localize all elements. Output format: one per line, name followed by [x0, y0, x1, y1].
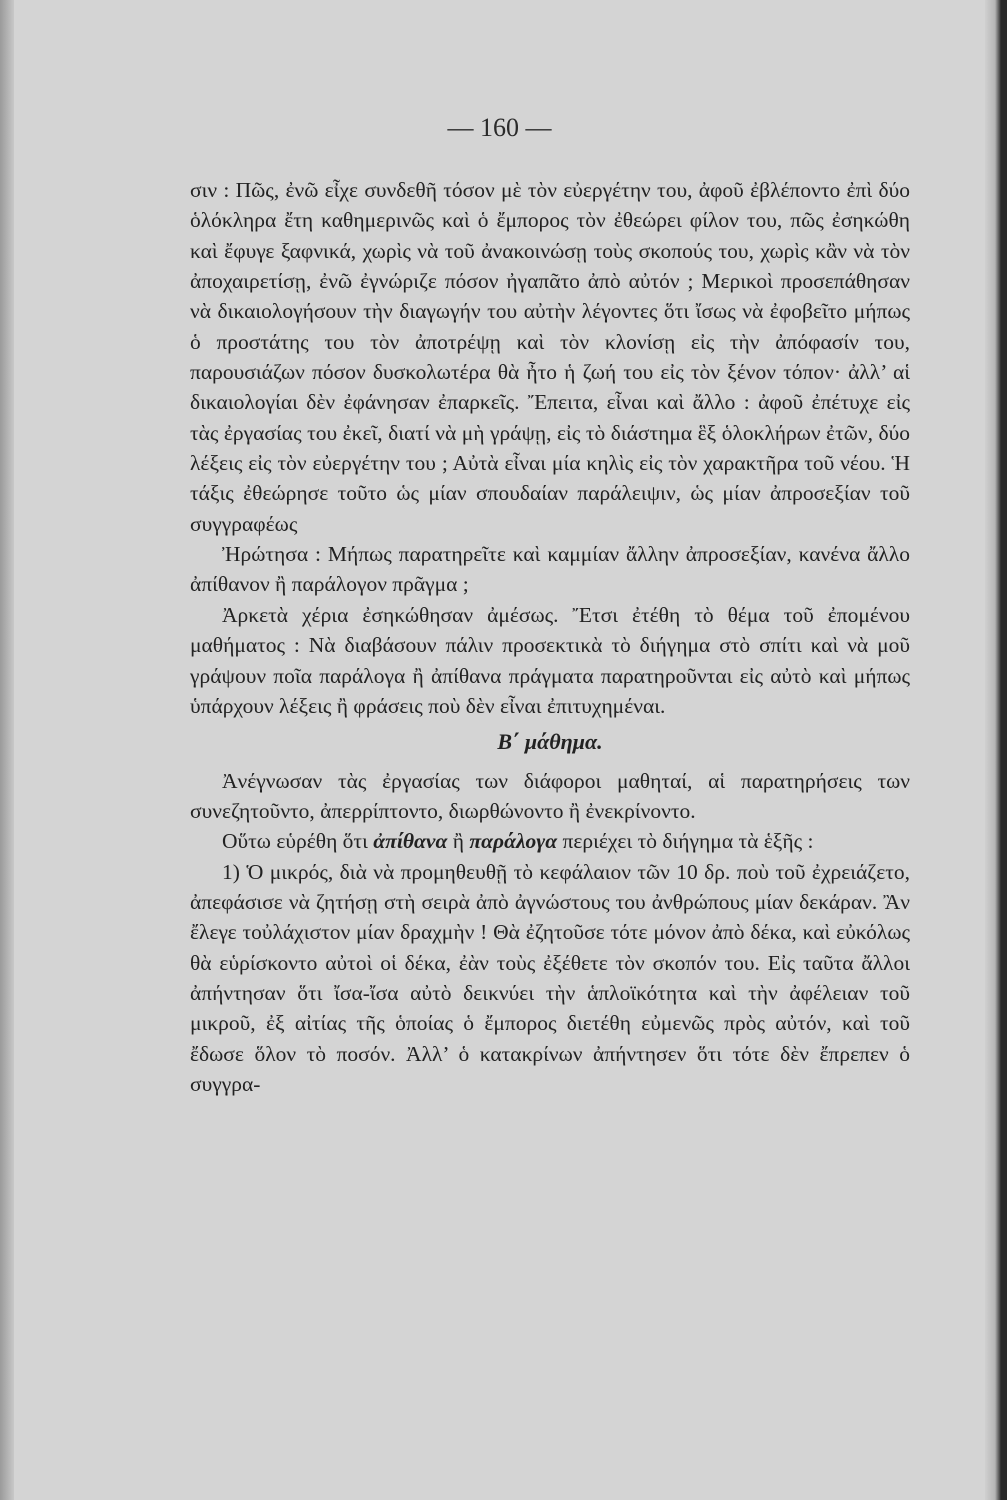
scan-shadow-left — [0, 0, 14, 1500]
page-body-text — [190, 175, 910, 1099]
paragraph-discussion: Ἀνέγνωσαν τὰς ἐργασίας των διάφοροι μαθηταί, αἱ παρατηρήσεις των συνεζητοῦντο, ἀπερρίπτοντο, διωρθώνοντο ἢ ἐνεκρίνοντο. — [190, 768, 910, 823]
emphasis-paraloga: παράλογα — [469, 829, 558, 854]
findings-intro-before: Οὕτω εὑρέθη ὅτι — [222, 829, 374, 854]
scan-shadow-right — [985, 0, 1007, 1500]
emphasis-apithana: ἀπίθανα — [373, 829, 448, 854]
paragraph-finding-1: 1) Ὁ μικρός, διὰ νὰ προμηθευθῇ τὸ κεφάλαιον τῶν 10 δρ. ποὺ τοῦ ἐχρειάζετο, ἀπεφάσισε νὰ ζητήσῃ στὴ σειρὰ ἀπὸ ἀγνώστους του ἀνθρώπους μίαν δεκάραν. Ἂν ἔλεγε τοὐλάχιστον μίαν δραχμὴν ! Θὰ ἐζητοῦσε τότε μόνον ἀπὸ δέκα, καὶ εὐκόλως θὰ εὑρίσκοντο αὐτοὶ οἱ δέκα, ἐὰν τοὺς ἐξέθετε τὸν σκοπόν του. Εἰς ταῦτα ἄλλοι ἀπήντησαν ὅτι ἴσα-ἴσα αὐτὸ δεικνύει τὴν ἁπλοϊκότητα καὶ τὴν ἀφέλειαν τοῦ μικροῦ, ἐξ αἰτίας τῆς ὁποίας ὁ ἔμπορος διετέθη εὐμενῶς πρὸς αὐτόν, καὶ τοῦ ἔδωσε ὅλον τὸ ποσόν. Ἀλλ’ ὁ κατακρίνων ἀπήντησεν ὅτι τότε δὲν ἔπρεπεν ὁ συγγρα- — [190, 859, 910, 1096]
paragraph-question: Ἠρώτησα : Μήπως παρατηρεῖτε καὶ καμμίαν ἄλλην ἀπροσεξίαν, κανένα ἄλλο ἀπίθανον ἢ παράλογον πρᾶγμα ; — [190, 542, 910, 597]
paragraph-continuation: σιν : Πῶς, ἐνῶ εἶχε συνδεθῆ τόσον μὲ τὸν εὐεργέτην του, ἀφοῦ ἐβλέποντο ἐπὶ δύο ὁλόκληρα ἔτη καθημερινῶς καὶ ὁ ἔμπορος τὸν ἐθεώρει φίλον του, πῶς ἐσηκώθη καὶ ἔφυγε ξαφνικά, χωρὶς νὰ τοῦ ἀνακοινώσῃ τοὺς σκοπούς του, χωρὶς κἂν νὰ τὸν ἀποχαιρετίσῃ, ἐνῶ ἐγνώριζε πόσον ἠγαπᾶτο ἀπὸ αὐτόν ; Μερικοὶ προσεπάθησαν νὰ δικαιολογήσουν τὴν διαγωγήν του αὐτὴν λέγοντες ὅτι ἴσως νὰ ἐφοβεῖτο μήπως ὁ προστάτης του τὸν ἀποτρέψῃ καὶ τὸν κλονίσῃ εἰς τὴν ἀπόφασίν του, παρουσιάζων πόσον δυσκολωτέρα θὰ ἦτο ἡ ζωή του εἰς τὸν ξένον τόπον· ἀλλ’ αἱ δικαιολογίαι δὲν ἐφάνησαν ἐπαρκεῖς. Ἔπειτα, εἶναι καὶ ἄλλο : ἀφοῦ ἐπέτυχε εἰς τὰς ἐργασίας του ἐκεῖ, διατί νὰ μὴ γράψῃ, εἰς τὸ διάστημα ἓξ ὁλοκλήρων ἐτῶν, δύο λέξεις εἰς τὸν εὐεργέτην του ; Αὐτὰ εἶναι μία κηλὶς εἰς τὸν χαρακτῆρα τοῦ νέου. Ἡ τάξις ἐθεώρησε τοῦτο ὡς μίαν σπουδαίαν παράλειψιν, ὡς μίαν ἀπροσεξίαν τοῦ συγγραφέως — [190, 178, 910, 536]
findings-intro-after: περιέχει τὸ διήγημα τὰ ἑξῆς : — [557, 829, 814, 854]
book-page — [14, 0, 985, 1500]
findings-intro-middle: ἢ — [447, 829, 470, 854]
page-number: — 160 — — [447, 113, 552, 142]
section-heading: Β΄ μάθημα. — [497, 729, 603, 755]
paragraph-findings-intro — [190, 826, 910, 856]
paragraph-assignment: Ἀρκετὰ χέρια ἐσηκώθησαν ἀμέσως. Ἔτσι ἐτέθη τὸ θέμα τοῦ ἐπομένου μαθήματος : Νὰ διαβάσουν πάλιν προσεκτικὰ τὸ διήγημα στὸ σπίτι καὶ νὰ μοῦ γράψουν ποῖα παράλογα ἢ ἀπίθανα πράγματα παρατηροῦνται εἰς αὐτὸ καὶ μήπως ὑπάρχουν λέξεις ἢ φράσεις ποὺ δὲν εἶναι ἐπιτυχημέναι. — [190, 602, 910, 718]
